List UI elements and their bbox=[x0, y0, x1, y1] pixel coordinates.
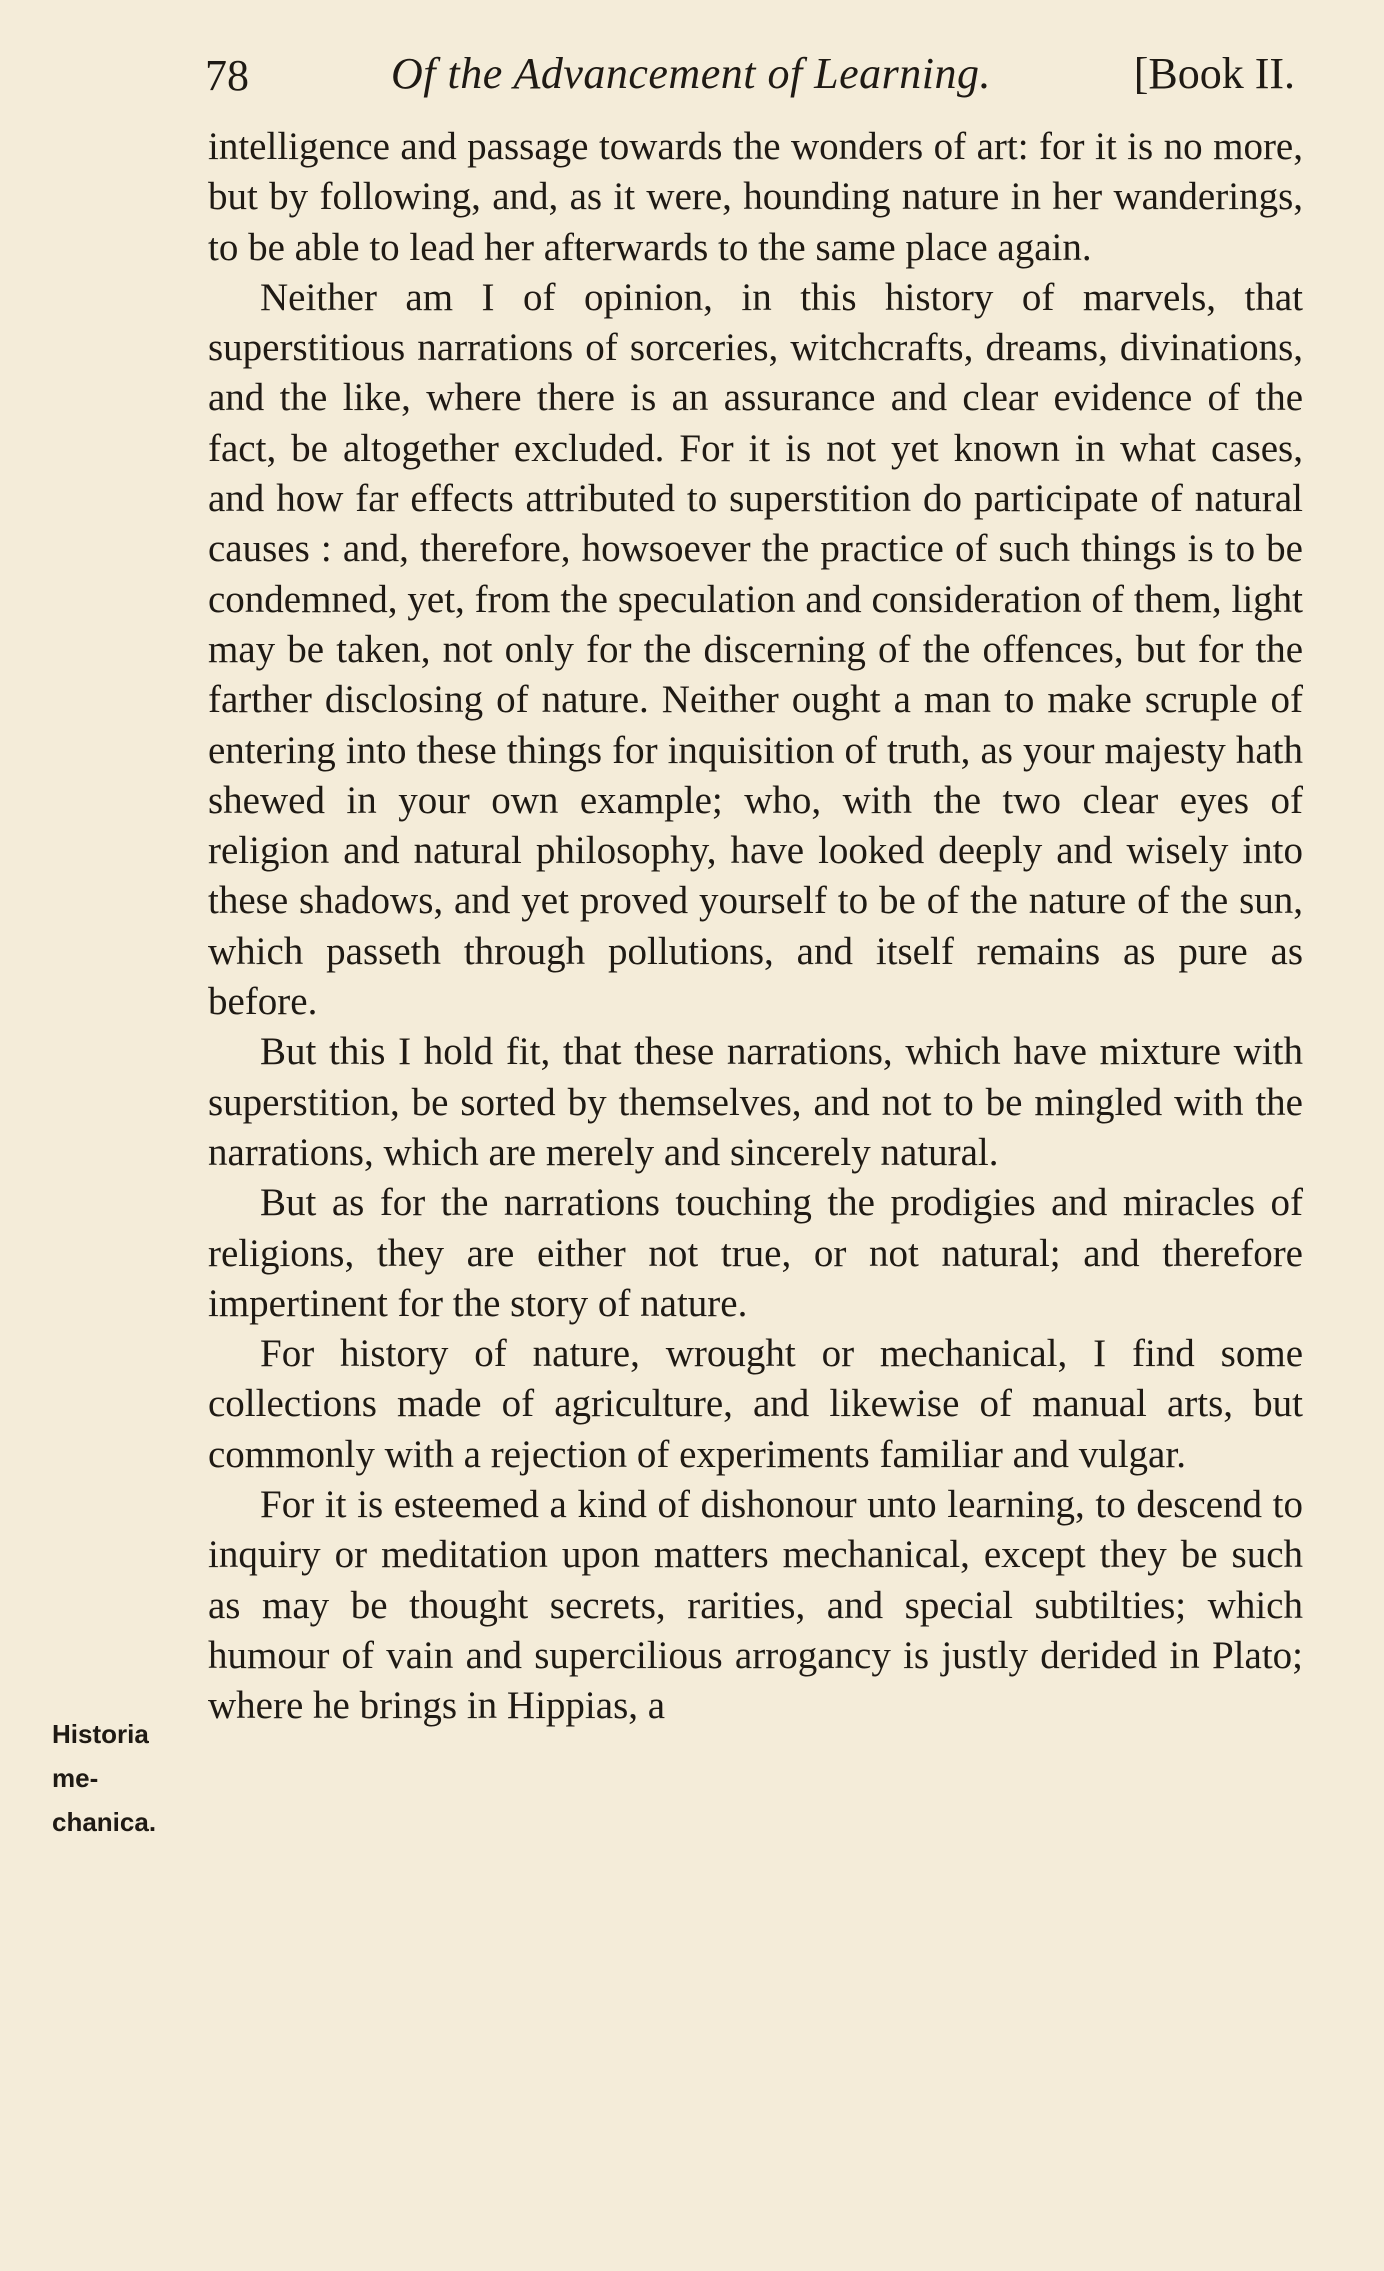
paragraph-6: For it is esteemed a kind of dishonour unto learning, to descend to inquiry or meditation upon matters mechanical, except they be such as may be thought secrets, rarities, and special subtilties; which humour of vain and supercilious arrogancy is justly derided in Plato; where he brings in Hippias, a bbox=[208, 1483, 1303, 1728]
paragraph-3: But this I hold fit, that these narrations, which have mixture with superstition, be sorted by themselves, and not to be mingled with the narrations, which are merely and sincerely natural. bbox=[208, 1030, 1303, 1174]
paragraph-5: For history of nature, wrought or mechanical, I find some collections made of agriculture, and likewise of manual arts, but commonly with a rejection of experiments familiar and vulgar. bbox=[208, 1332, 1303, 1476]
paragraph-1: intelligence and passage towards the wonders of art: for it is no more, but by following, and, as it were, hounding nature in her wanderings, to be able to lead her afterwards to the same place again. bbox=[208, 125, 1303, 269]
paragraph-4: But as for the narrations touching the prodigies and miracles of religions, they are either not true, or not natural; and therefore impertinent for the story of nature. bbox=[208, 1181, 1303, 1325]
running-title: Of the Advancement of Learning. bbox=[391, 49, 992, 98]
body-text bbox=[208, 122, 1303, 1732]
marginal-note: Historia me- chanica. bbox=[52, 1719, 157, 1837]
page-number: 78 bbox=[205, 51, 249, 100]
book-section: [Book II. bbox=[1133, 49, 1295, 98]
paragraph-2: Neither am I of opinion, in this history of marvels, that superstitious narrations of sorceries, witchcrafts, dreams, divinations, and the like, where there is an assurance and clear evidence of the fact, be altogether excluded. For it is not yet known in what cases, and how far effects attributed to superstition do participate of natural causes : and, therefore, howsoever the practice of such things is to be condemned, yet, from the speculation and consideration of them, light may be taken, not only for the discerning of the offences, but for the farther disclosing of nature. Neither ought a man to make scruple of entering into these things for inquisition of truth, as your majesty hath shewed in your own example; who, with the two clear eyes of religion and natural philosophy, have looked deeply and wisely into these shadows, and yet proved yourself to be of the nature of the sun, which passeth through pollutions, and itself remains as pure as before. bbox=[208, 275, 1303, 1024]
page-header bbox=[205, 40, 1295, 110]
